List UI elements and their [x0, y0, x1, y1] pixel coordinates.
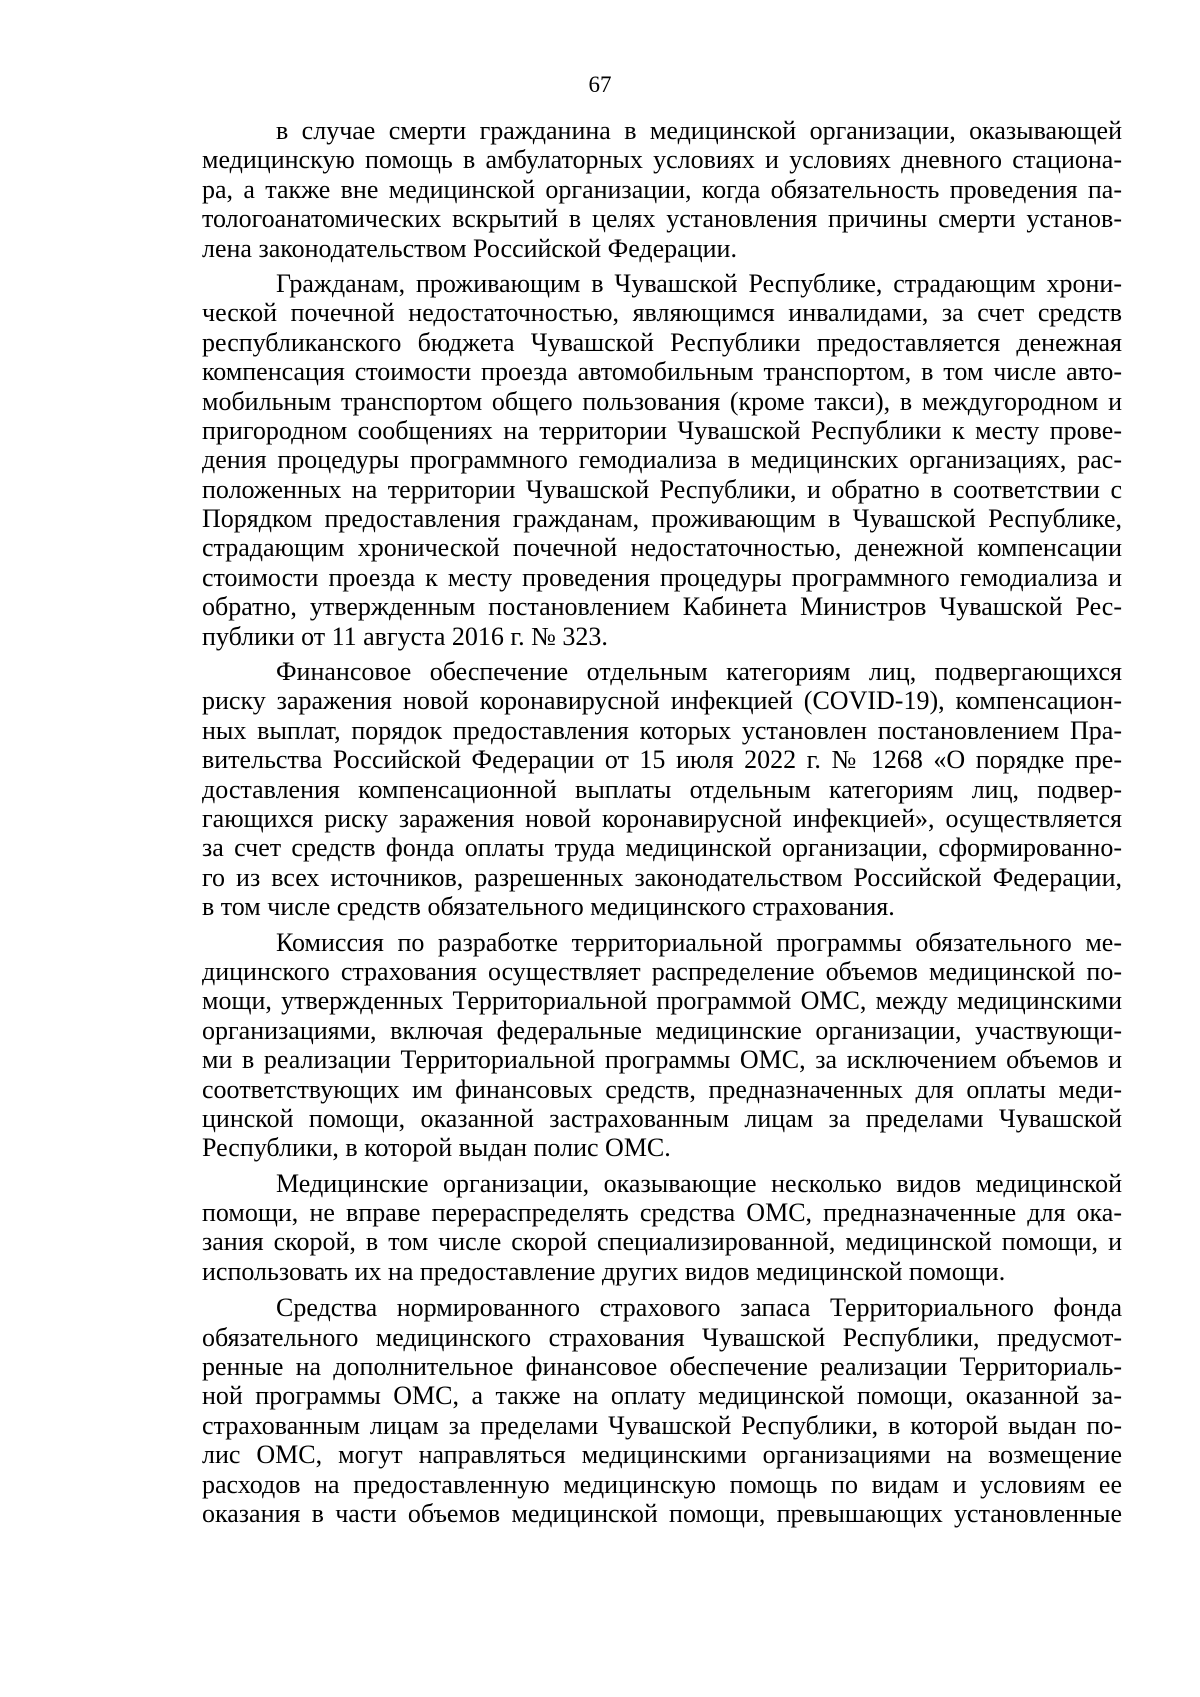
- text-line: публики от 11 августа 2016 г. № 323.: [202, 621, 608, 651]
- paragraph: [202, 657, 1122, 922]
- text-line: дицинского страхования осуществляет распределение объемов медицинской по-: [202, 956, 1122, 986]
- text-line: Медицинские организации, оказывающие несколько видов медицинской: [276, 1168, 1122, 1198]
- text-line: ренные на дополнительное финансовое обеспечение реализации Территориаль-: [202, 1352, 1122, 1382]
- text-line: вительства Российской Федерации от 15 июля 2022 г. № 1268 «О порядке пре-: [202, 745, 1122, 775]
- paragraph: [202, 1169, 1122, 1287]
- text-line: Средства нормированного страхового запаса Территориального фонда: [276, 1293, 1122, 1323]
- text-line: мобильным транспортом общего пользования (кроме такси), в междугородном и: [202, 386, 1122, 416]
- text-line: мощи, утвержденных Территориальной программой ОМС, между медицинскими: [202, 986, 1122, 1016]
- paragraph: [202, 116, 1122, 263]
- text-line: ных выплат, порядок предоставления которых установлен постановлением Пра-: [202, 715, 1122, 745]
- text-line: ра, а также вне медицинской организации, когда обязательность проведения па-: [202, 174, 1122, 204]
- text-line: Комиссия по разработке территориальной программы обязательного ме-: [276, 927, 1122, 957]
- text-line: страдающим хронической почечной недостаточностью, денежной компенсации: [202, 533, 1122, 563]
- text-line: ческой почечной недостаточностью, являющимся инвалидами, за счет средств: [202, 298, 1122, 328]
- text-line: компенсация стоимости проезда автомобильным транспортом, в том числе авто-: [202, 357, 1122, 387]
- text-line: Порядком предоставления гражданам, проживающим в Чувашской Республике,: [202, 504, 1122, 534]
- text-line: стоимости проезда к месту проведения процедуры программного гемодиализа и: [202, 562, 1122, 592]
- text-line: соответствующих им финансовых средств, предназначенных для оплаты меди-: [202, 1074, 1122, 1104]
- paragraph: [202, 269, 1122, 651]
- text-line: организациями, включая федеральные медицинские организации, участвующи-: [202, 1015, 1122, 1045]
- text-line: в случае смерти гражданина в медицинской организации, оказывающей: [276, 116, 1122, 145]
- text-line: Финансовое обеспечение отдельным категориям лиц, подвергающихся: [276, 657, 1122, 687]
- text-line: обратно, утвержденным постановлением Кабинета Министров Чувашской Рес-: [202, 592, 1122, 622]
- paragraph: [202, 1293, 1122, 1528]
- text-line: медицинскую помощь в амбулаторных условиях и условиях дневного стациона-: [202, 145, 1122, 175]
- text-line: тологоанатомических вскрытий в целях установления причины смерти установ-: [202, 204, 1122, 234]
- text-line: оказания в части объемов медицинской помощи, превышающих установленные: [202, 1498, 1122, 1528]
- text-line: обязательного медицинского страхования Чувашской Республики, предусмот-: [202, 1322, 1122, 1352]
- text-line: гающихся риску заражения новой коронавирусной инфекцией», осуществляется: [202, 803, 1122, 833]
- text-line: лена законодательством Российской Федерации.: [202, 233, 737, 263]
- paragraph-spacer: [202, 1286, 1122, 1293]
- text-line: зания скорой, в том числе скорой специализированной, медицинской помощи, и: [202, 1227, 1122, 1257]
- text-line: расходов на предоставленную медицинскую помощь по видам и условиям ее: [202, 1469, 1122, 1499]
- text-line: республиканского бюджета Чувашской Республики предоставляется денежная: [202, 327, 1122, 357]
- text-line: за счет средств фонда оплаты труда медицинской организации, сформированно-: [202, 833, 1122, 863]
- text-line: использовать их на предоставление других видов медицинской помощи.: [202, 1256, 1006, 1286]
- text-line: страхованным лицам за пределами Чувашской Республики, в которой выдан по-: [202, 1410, 1122, 1440]
- text-line: дения процедуры программного гемодиализа в медицинских организациях, рас-: [202, 445, 1122, 475]
- text-line: цинской помощи, оказанной застрахованным лицам за пределами Чувашской: [202, 1103, 1122, 1133]
- text-line: доставления компенсационной выплаты отдельным категориям лиц, подвер-: [202, 774, 1122, 804]
- text-line: Республики, в которой выдан полис ОМС.: [202, 1133, 671, 1163]
- text-line: Гражданам, проживающим в Чувашской Республике, страдающим хрони-: [276, 268, 1122, 298]
- page-number: 67: [588, 72, 612, 97]
- text-line: го из всех источников, разрешенных законодательством Российской Федерации,: [202, 862, 1122, 892]
- text-line: ной программы ОМС, а также на оплату медицинской помощи, оказанной за-: [202, 1381, 1122, 1411]
- document-body: [202, 116, 1122, 1528]
- paragraph: [202, 928, 1122, 1163]
- text-line: лис ОМС, могут направляться медицинскими организациями на возмещение: [202, 1440, 1122, 1470]
- text-line: риску заражения новой коронавирусной инфекцией (COVID-19), компенсацион-: [202, 686, 1122, 716]
- text-line: ми в реализации Территориальной программы ОМС, за исключением объемов и: [202, 1045, 1122, 1075]
- text-line: в том числе средств обязательного медицинского страхования.: [202, 892, 895, 922]
- text-line: помощи, не вправе перераспределять средства ОМС, предназначенные для ока-: [202, 1198, 1122, 1228]
- text-line: положенных на территории Чувашской Республики, и обратно в соответствии с: [202, 474, 1122, 504]
- text-line: пригородном сообщениях на территории Чувашской Республики к месту прове-: [202, 415, 1122, 445]
